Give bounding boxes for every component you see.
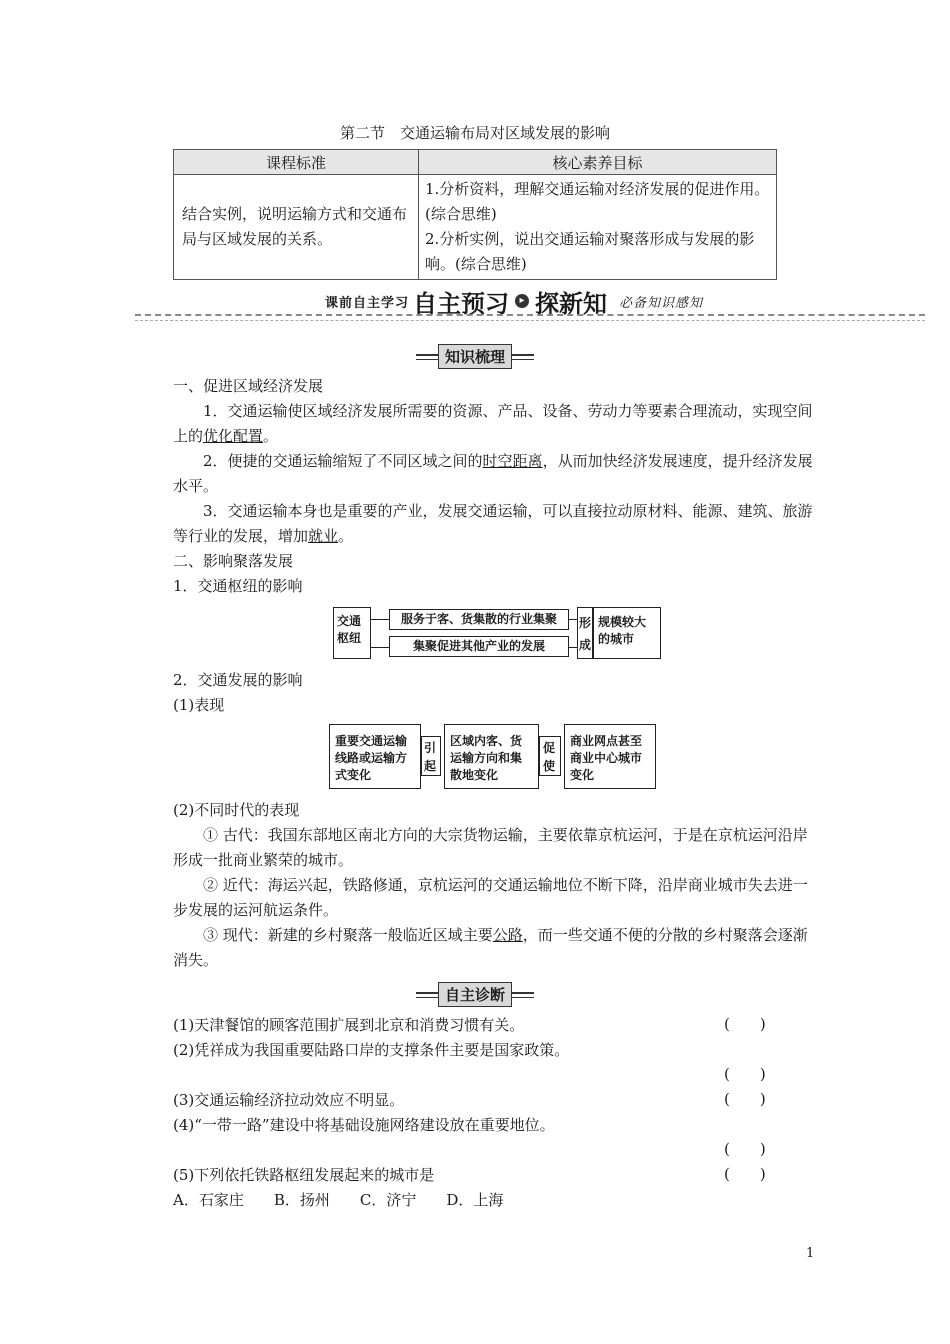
form-verb: 形成 [577,607,593,659]
answer-blank[interactable]: ( ) [724,1090,766,1108]
cluster-box: 服务于客、货集散的行业集聚 [389,609,569,630]
question-1: (1)天津餐馆的顾客范围扩展到北京和消费习惯有关。 [173,1016,525,1034]
hub-flow-diagram [333,607,663,659]
commerce-change-box: 商业网点甚至商业中心城市变化 [564,724,656,789]
section-banner [0,286,950,322]
change-flow-diagram [329,724,659,789]
knowledge-header [0,344,950,369]
banner-right-label: 必备知识感知 [619,295,704,311]
development-box: 集聚促进其他产业的发展 [389,636,569,657]
table-header-goals: 核心素养目标 [419,150,777,175]
page-number: 1 [806,1246,815,1261]
answer-blank[interactable]: ( ) [724,1065,766,1083]
standard-cell: 结合实例，说明运输方式和交通布局与区域发展的关系。 [174,175,419,280]
section-title: 第二节 交通运输布局对区域发展的影响 [339,124,610,142]
hub-box: 交通枢纽 [333,607,371,659]
question-4: (4)“一带一路”建设中将基础设施网络建设放在重要地位。 [173,1116,555,1134]
section1-item3: 3．交通运输本身也是重要的产业，发展交通运输，可以直接拉动原材料、能源、建筑、旅游等行业的发展，增加就业。 [173,502,813,545]
key-term: 就业 [308,527,339,545]
key-term: 优化配置 [203,427,264,445]
section2-sub2-2: (2)不同时代的表现 [173,801,300,819]
cause-verb: 引起 [421,736,441,776]
question-2: (2)凭祥成为我国重要陆路口岸的支撑条件主要是国家政策。 [173,1041,570,1059]
chevron-right-icon: ▸ [515,294,529,308]
key-term: 公路 [492,926,523,944]
banner-title-left: 自主预习 [413,289,510,318]
table-header-standard: 课程标准 [174,150,419,175]
result-box: 规模较大的城市 [593,607,661,659]
drive-verb: 促使 [539,736,561,776]
goals-cell [419,175,777,280]
answer-blank[interactable]: ( ) [724,1140,766,1158]
banner-title-right: 探新知 [535,289,608,318]
question-5: (5)下列依托铁路枢纽发展起来的城市是 [173,1166,435,1184]
flow-change-box: 区域内客、货运输方向和集散地变化 [444,724,539,789]
diagnosis-header-label: 自主诊断 [438,982,512,1007]
key-term: 时空距离 [482,452,543,470]
section1-heading: 一、促进区域经济发展 [173,377,324,395]
section2-heading: 二、影响聚落发展 [173,552,294,570]
era-current: ③ 现代：新建的乡村聚落一般临近区域主要公路，而一些交通不便的分散的乡村聚落会逐渐消失。 [173,926,808,969]
goal-1: 1.分析资料，理解交通运输对经济发展的促进作用。(综合思维) [425,180,770,223]
answer-blank[interactable]: ( ) [724,1165,766,1183]
route-change-box: 重要交通运输线路或运输方式变化 [329,724,421,789]
banner-left-label: 课前自主学习 [325,295,410,311]
knowledge-header-label: 知识梳理 [438,344,512,369]
question-3: (3)交通运输经济拉动效应不明显。 [173,1091,405,1109]
diagnosis-header [0,982,950,1007]
section2-sub2: 2．交通发展的影响 [173,671,303,689]
section1-item2: 2．便捷的交通运输缩短了不同区域之间的时空距离，从而加快经济发展速度，提升经济发展水平。 [173,452,813,495]
standards-table [173,149,777,280]
banner-divider [135,314,925,316]
goal-2: 2.分析实例，说出交通运输对聚落形成与发展的影响。(综合思维) [425,230,755,273]
section2-sub1: 1．交通枢纽的影响 [173,577,303,595]
era-modern: ② 近代：海运兴起，铁路修通，京杭运河的交通运输地位不断下降，沿岸商业城市失去进一步发展的运河航运条件。 [173,876,808,919]
banner-divider-thin [135,320,925,321]
era-ancient: ① 古代：我国东部地区南北方向的大宗货物运输，主要依靠京杭运河，于是在京杭运河沿岸形成一批商业繁荣的城市。 [173,826,808,869]
section2-sub2-1: (1)表现 [173,696,225,714]
question-5-options: A．石家庄 B．扬州 C．济宁 D．上海 [173,1191,504,1209]
answer-blank[interactable]: ( ) [724,1015,766,1033]
section1-item1: 1．交通运输使区域经济发展所需要的资源、产品、设备、劳动力等要素合理流动，实现空间上的优化配置。 [173,402,813,445]
